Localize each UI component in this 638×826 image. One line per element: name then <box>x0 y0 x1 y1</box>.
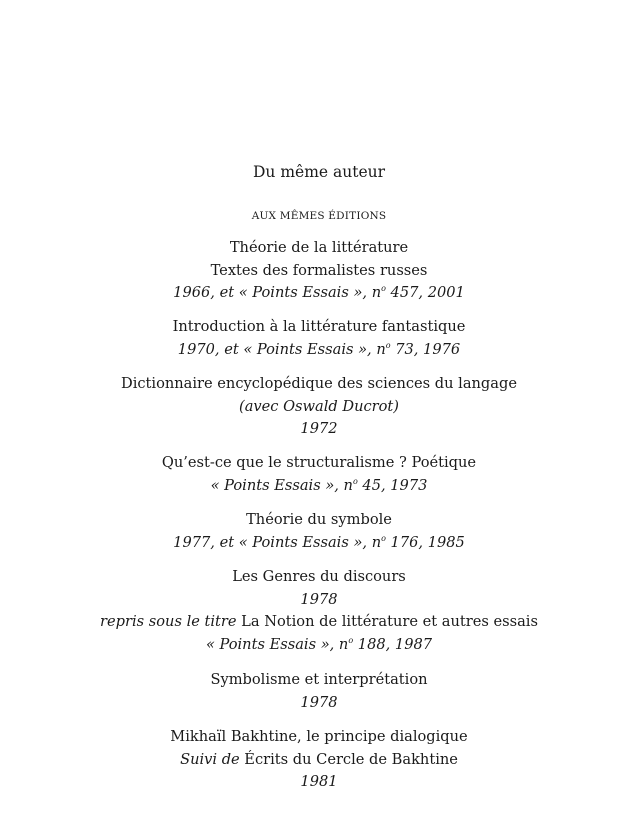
section-label: AUX MÊMES ÉDITIONS <box>251 210 387 222</box>
entry-reissue: repris sous le titre La Notion de littérature et autres essais <box>100 613 538 630</box>
entry-title: Mikhaïl Bakhtine, le principe dialogique <box>170 728 468 745</box>
entry-publication: « Points Essais », $n^o$ 188, 1987 <box>205 635 433 653</box>
entry-year: 1978 <box>300 693 338 711</box>
entry-coauthor: (avec Oswald Ducrot) <box>239 397 399 415</box>
entry-publication: 1977, et « Points Essais », $n^o$ 176, 1985 <box>173 533 465 551</box>
entry-year: 1981 <box>300 773 338 790</box>
entry-publication: 1970, et « Points Essais », $n^o$ 73, 1976 <box>177 340 461 358</box>
entry-title: Introduction à la littérature fantastique <box>172 318 466 335</box>
entry-title: Qu’est-ce que le structuralisme ? Poétique <box>161 454 477 471</box>
entry-year: 1978 <box>300 590 338 608</box>
bibliography-entry <box>0 237 638 305</box>
entry-title: Dictionnaire encyclopédique des sciences du langage <box>121 375 517 392</box>
entry-title: Symbolisme et interprétation <box>210 671 428 688</box>
entry-title: Théorie du symbole <box>246 511 392 528</box>
bibliography-entry <box>0 509 638 554</box>
entry-title: Les Genres du discours <box>232 568 406 585</box>
bibliography-entry <box>0 316 638 361</box>
entry-subtitle: Textes des formalistes russes <box>210 261 428 279</box>
entry-title: Théorie de la littérature <box>229 239 409 256</box>
bibliography-entry <box>0 669 638 714</box>
entry-suite: Suivi de Écrits du Cercle de Bakhtine <box>180 750 458 768</box>
entry-publication: 1966, et « Points Essais », $n^o$ 457, 2001 <box>173 284 465 301</box>
entry-publication: « Points Essais », $n^o$ 45, 1973 <box>210 476 428 494</box>
entry-year: 1972 <box>300 420 338 437</box>
bibliography-entry <box>0 726 638 794</box>
bibliography-entry <box>0 566 638 656</box>
bibliography-entry <box>0 373 638 441</box>
page-title: Du même auteur <box>252 163 386 181</box>
bibliography-entry <box>0 452 638 497</box>
